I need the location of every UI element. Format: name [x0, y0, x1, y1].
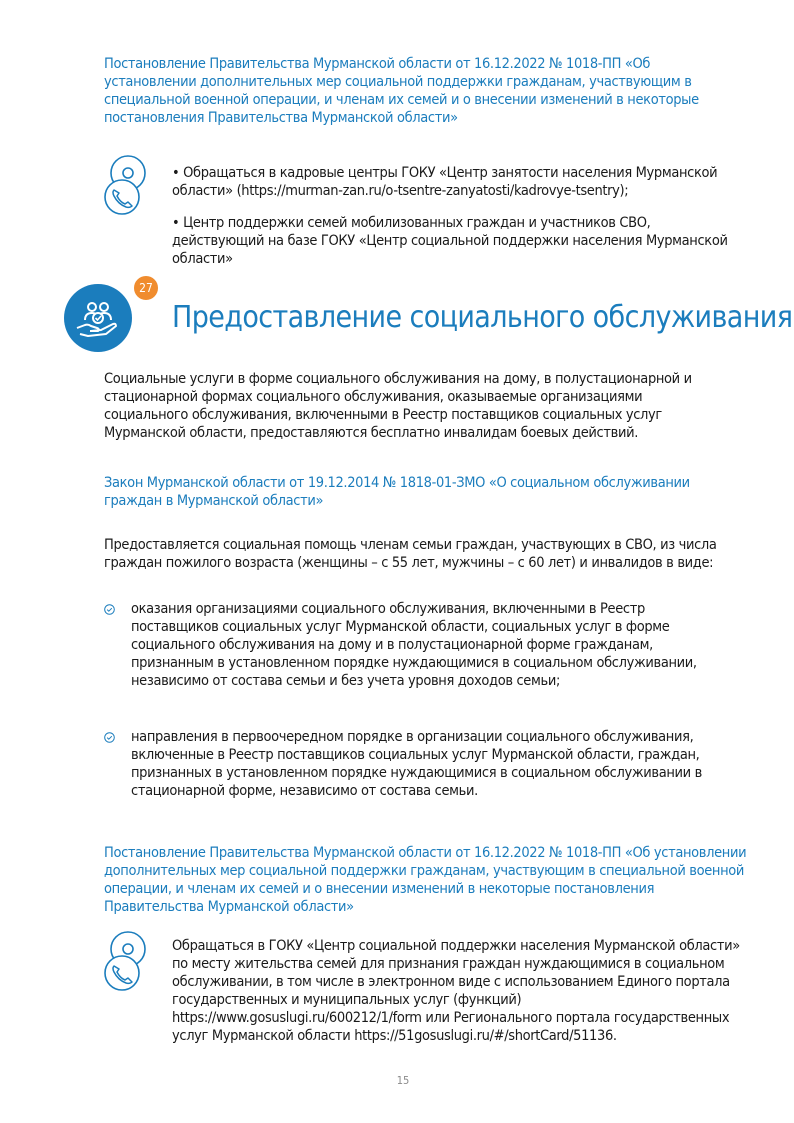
intro-decree-reference: Постановление Правительства Мурманской области от 16.12.2022 № 1018-ПП «Об установлении дополнительных мер социальной поддержки гражданам, участвующим в специальной военной операции, и членам их семей и о внесении изменений в некоторые постановления Правительства Мурманской области»	[104, 56, 699, 126]
page-number: 15	[396, 1074, 410, 1087]
contacts-bottom: Обращаться в ГОКУ «Центр социальной поддержки населения Мурманской области» по месту жительства семей для признания граждан нуждающимися в социальном обслуживании, в том числе в электронном виде с использованием Единого портала государственных и муниципальных услуг (функций) https://www.gosuslugi.ru/600212/1/form или Регионального портала государственных услуг Мурманской области https://51gosuslugi.ru/#/shortCard/51136.	[172, 938, 740, 1044]
list-item	[104, 600, 736, 690]
paragraph-social-services: Социальные услуги в форме социального обслуживания на дому, в полустационарной и стационарной формах социального обслуживания, оказываемые организациями социального обслуживания, включенными в Реестр поставщиков социальных услуг Мурманской области, предоставляются бесплатно инвалидам боевых действий.	[104, 371, 692, 441]
list-item-text: направления в первоочередном порядке в организации социального обслуживания, включенные в Реестр поставщиков социальных услуг Мурманской области, граждан, признанных в установленном порядке нуждающимися в социальном обслуживании в стационарной форме, независимо от состава семьи.	[131, 729, 702, 799]
paragraph-social-assistance: Предоставляется социальная помощь членам семьи граждан, участвующих в СВО, из числа граждан пожилого возраста (женщины – с 55 лет, мужчины – с 60 лет) и инвалидов в виде:	[104, 537, 717, 571]
list-item-text: оказания организациями социального обслуживания, включенными в Реестр поставщиков социальных услуг Мурманской области, социальных услуг в форме социального обслуживания на дому и в полустационарной форме гражданам, признанным в установленном порядке нуждающимися в социальном обслуживании, независимо от состава семьи и без учета уровня доходов семьи;	[131, 601, 697, 689]
section-header	[64, 270, 793, 354]
law-reference: Закон Мурманской области от 19.12.2014 № 1818-01-ЗМО «О социальном обслуживании граждан в Мурманской области»	[104, 475, 690, 509]
check-circle-icon	[104, 732, 115, 743]
assistance-list	[104, 600, 736, 800]
contacts-top	[172, 164, 742, 282]
section-number-badge: 27	[132, 274, 160, 302]
location-phone-icon	[100, 929, 156, 995]
section-title: Предоставление социального обслуживания	[172, 300, 793, 335]
list-item	[104, 728, 736, 800]
contact-item-support-center: • Центр поддержки семей мобилизованных граждан и участников СВО, действующий на базе ГОКУ «Центр социальной поддержки населения Мурманской области»	[172, 215, 728, 267]
hand-with-people-icon	[64, 284, 132, 352]
location-phone-icon	[100, 153, 156, 219]
check-circle-icon	[104, 604, 115, 615]
decree-reference: Постановление Правительства Мурманской области от 16.12.2022 № 1018-ПП «Об установлении дополнительных мер социальной поддержки гражданам, участвующим в специальной военной операции, и членам их семей и о внесении изменений в некоторые постановления Правительства Мурманской области»	[104, 845, 747, 915]
contact-item-employment-centers: • Обращаться в кадровые центры ГОКУ «Центр занятости населения Мурманской области» (https://murman-zan.ru/o-tsentre-zanyatosti/kadrovye-tsentry);	[172, 165, 718, 199]
